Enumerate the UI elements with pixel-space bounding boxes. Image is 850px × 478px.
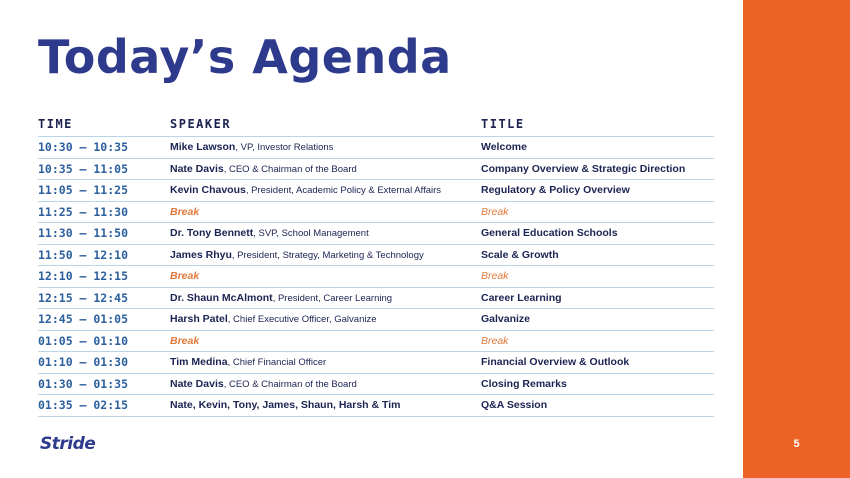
agenda-row (38, 374, 714, 396)
agenda-header-row (38, 112, 714, 137)
agenda-title: Break (481, 270, 509, 283)
agenda-speaker (170, 270, 481, 282)
speaker-role: , VP, Investor Relations (235, 142, 334, 154)
agenda-title: Welcome (481, 141, 527, 154)
agenda-time: 01:35 – 02:15 (38, 398, 129, 413)
speaker-name: Mike Lawson (170, 141, 236, 154)
speaker-role: , CEO & Chairman of the Board (223, 378, 357, 390)
speaker-name: Dr. Shaun McAlmont (170, 291, 273, 304)
speaker-name: Dr. Tony Bennett (170, 227, 254, 240)
agenda-title: Galvanize (481, 313, 531, 326)
orange-side-bar (743, 0, 850, 478)
agenda-row (38, 288, 714, 310)
header-title: TITLE (481, 117, 525, 131)
agenda-time: 11:25 – 11:30 (38, 204, 129, 219)
speaker-name: Kevin Chavous (170, 184, 246, 197)
page-number: 5 (793, 438, 800, 450)
agenda-title: Closing Remarks (481, 377, 567, 390)
speaker-name: Tim Medina (170, 356, 228, 369)
agenda-row (38, 395, 714, 417)
agenda-time: 01:30 – 01:35 (38, 376, 129, 391)
agenda-title: Break (481, 334, 509, 347)
agenda-row (38, 331, 714, 353)
agenda-rows (38, 137, 714, 417)
speaker-name: Nate Davis (170, 162, 224, 175)
speaker-name: Nate, Kevin, Tony, James, Shaun, Harsh & Tim (170, 399, 401, 412)
agenda-row (38, 202, 714, 224)
agenda-speaker (170, 184, 481, 196)
agenda-speaker (170, 335, 481, 347)
agenda-time: 10:35 – 11:05 (38, 161, 129, 176)
agenda-time: 11:50 – 12:10 (38, 247, 129, 262)
agenda-speaker (170, 163, 481, 175)
agenda-row (38, 180, 714, 202)
agenda-time: 01:05 – 01:10 (38, 333, 129, 348)
agenda-title: Break (481, 205, 509, 218)
agenda-title: Company Overview & Strategic Direction (481, 162, 686, 175)
agenda-speaker (170, 313, 481, 325)
speaker-name: Harsh Patel (170, 313, 228, 326)
speaker-role: , Chief Financial Officer (227, 357, 327, 369)
agenda-speaker (170, 141, 481, 153)
speaker-role: , President, Strategy, Marketing & Technology (231, 249, 424, 261)
agenda-time: 01:10 – 01:30 (38, 355, 129, 370)
agenda-table (38, 112, 714, 417)
stride-logo: Stride (40, 434, 96, 454)
agenda-title: Q&A Session (481, 399, 548, 412)
agenda-time: 11:05 – 11:25 (38, 183, 129, 198)
agenda-row (38, 309, 714, 331)
header-speaker: SPEAKER (170, 117, 232, 131)
agenda-row (38, 352, 714, 374)
agenda-row (38, 266, 714, 288)
header-time: TIME (38, 117, 73, 131)
agenda-row (38, 245, 714, 267)
speaker-name: Break (170, 270, 200, 283)
agenda-title: Career Learning (481, 291, 562, 304)
agenda-title: Scale & Growth (481, 248, 559, 261)
speaker-name: Break (170, 334, 200, 347)
agenda-speaker (170, 356, 481, 368)
agenda-speaker (170, 378, 481, 390)
speaker-name: James Rhyu (170, 248, 232, 261)
slide-title: Today’s Agenda (38, 30, 452, 84)
speaker-name: Break (170, 205, 200, 218)
speaker-role: , Chief Executive Officer, Galvanize (227, 314, 377, 326)
agenda-speaker (170, 249, 481, 261)
agenda-time: 12:15 – 12:45 (38, 290, 129, 305)
agenda-speaker (170, 206, 481, 218)
agenda-speaker (170, 227, 481, 239)
agenda-title: Regulatory & Policy Overview (481, 184, 630, 197)
agenda-time: 12:45 – 01:05 (38, 312, 129, 327)
speaker-role: , CEO & Chairman of the Board (223, 163, 357, 175)
agenda-title: Financial Overview & Outlook (481, 356, 630, 369)
speaker-role: , President, Career Learning (272, 292, 393, 304)
speaker-name: Nate Davis (170, 377, 224, 390)
agenda-row (38, 159, 714, 181)
speaker-role: , President, Academic Policy & External Affairs (245, 185, 442, 197)
agenda-row (38, 223, 714, 245)
agenda-time: 10:30 – 10:35 (38, 140, 129, 155)
agenda-title: General Education Schools (481, 227, 618, 240)
agenda-speaker (170, 292, 481, 304)
agenda-speaker (170, 399, 481, 411)
speaker-role: , SVP, School Management (253, 228, 369, 240)
agenda-time: 11:30 – 11:50 (38, 226, 129, 241)
agenda-row (38, 137, 714, 159)
agenda-time: 12:10 – 12:15 (38, 269, 129, 284)
